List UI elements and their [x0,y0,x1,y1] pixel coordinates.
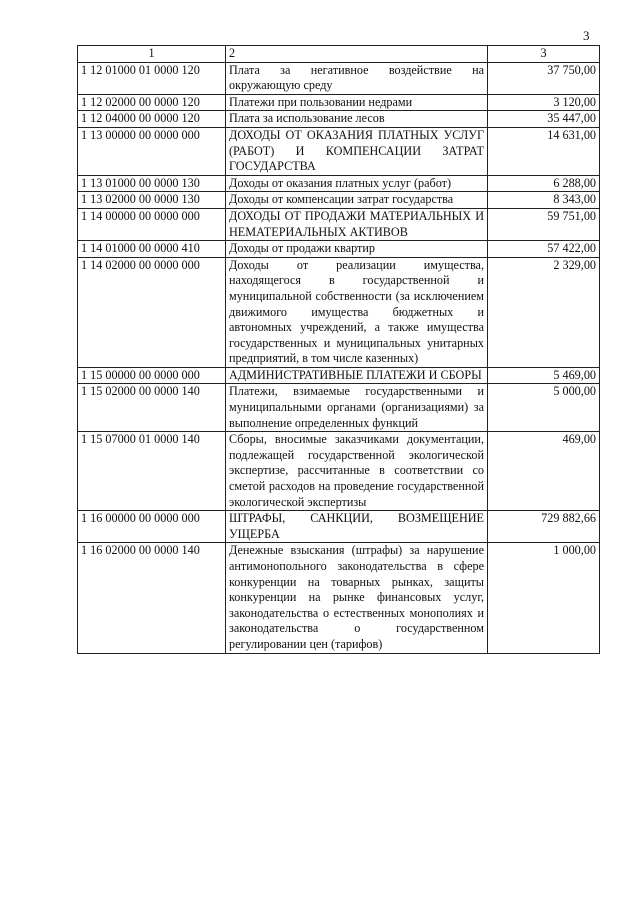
table-row [78,367,600,384]
table-row [78,111,600,128]
row-code: 1 16 00000 00 0000 000 [78,511,226,543]
row-amount: 37 750,00 [488,62,600,94]
row-description: Доходы от оказания платных услуг (работ) [226,175,488,192]
row-code: 1 12 02000 00 0000 120 [78,94,226,111]
row-code: 1 16 02000 00 0000 140 [78,543,226,653]
row-amount: 2 329,00 [488,257,600,367]
row-description: Плата за использование лесов [226,111,488,128]
row-description: ДОХОДЫ ОТ ОКАЗАНИЯ ПЛАТНЫХ УСЛУГ (РАБОТ) И КОМПЕНСАЦИИ ЗАТРАТ ГОСУДАРСТВА [226,127,488,175]
column-header-code: 1 [78,46,226,63]
row-description: Платежи при пользовании недрами [226,94,488,111]
column-header-name: 2 [226,46,488,63]
table-row [78,257,600,367]
table-row [78,127,600,175]
row-code: 1 14 01000 00 0000 410 [78,241,226,258]
table-row [78,192,600,209]
row-amount: 5 469,00 [488,367,600,384]
row-amount: 729 882,66 [488,511,600,543]
row-description: ДОХОДЫ ОТ ПРОДАЖИ МАТЕРИАЛЬНЫХ И НЕМАТЕРИАЛЬНЫХ АКТИВОВ [226,208,488,240]
row-amount: 469,00 [488,432,600,511]
row-amount: 1 000,00 [488,543,600,653]
row-code: 1 13 01000 00 0000 130 [78,175,226,192]
column-header-amount: 3 [488,46,600,63]
row-code: 1 15 00000 00 0000 000 [78,367,226,384]
row-code: 1 15 07000 01 0000 140 [78,432,226,511]
row-description: Денежные взыскания (штрафы) за нарушение антимонопольного законодательства в сфере конкуренции на товарных рынках, защиты конкуренции на рынке финансовых услуг, законодательства о естественных монополиях и законодательства о государственном регулировании цен (тарифов) [226,543,488,653]
row-code: 1 12 04000 00 0000 120 [78,111,226,128]
row-description: Сборы, вносимые заказчиками документации, подлежащей государственной экологической экспертизе, рассчитанные в соответствии со сметой расходов на проведение государственной экологической экспертизы [226,432,488,511]
revenue-table [77,45,600,654]
row-description: Платежи, взимаемые государственными и муниципальными органами (организациями) за выполнение определенных функций [226,384,488,432]
row-amount: 6 288,00 [488,175,600,192]
row-amount: 57 422,00 [488,241,600,258]
table-row [78,62,600,94]
table-row [78,241,600,258]
row-description: Доходы от реализации имущества, находящегося в государственной и муниципальной собственности (за исключением движимого имущества бюджетных и автономных учреждений, а также имущества государственных и муниципальных унитарных предприятий, в том числе казенных) [226,257,488,367]
table-row [78,94,600,111]
row-code: 1 13 00000 00 0000 000 [78,127,226,175]
row-description: АДМИНИСТРАТИВНЫЕ ПЛАТЕЖИ И СБОРЫ [226,367,488,384]
page-number: 3 [583,28,590,43]
table-row [78,543,600,653]
table-row [78,208,600,240]
row-code: 1 14 00000 00 0000 000 [78,208,226,240]
table-header-row [78,46,600,63]
row-description: Плата за негативное воздействие на окружающую среду [226,62,488,94]
row-amount: 3 120,00 [488,94,600,111]
row-amount: 35 447,00 [488,111,600,128]
table-row [78,432,600,511]
row-description: Доходы от компенсации затрат государства [226,192,488,209]
table-row [78,384,600,432]
table-row [78,511,600,543]
row-code: 1 13 02000 00 0000 130 [78,192,226,209]
row-amount: 14 631,00 [488,127,600,175]
row-amount: 8 343,00 [488,192,600,209]
row-amount: 59 751,00 [488,208,600,240]
table-row [78,175,600,192]
row-code: 1 14 02000 00 0000 000 [78,257,226,367]
row-code: 1 12 01000 01 0000 120 [78,62,226,94]
row-amount: 5 000,00 [488,384,600,432]
row-description: Доходы от продажи квартир [226,241,488,258]
row-code: 1 15 02000 00 0000 140 [78,384,226,432]
row-description: ШТРАФЫ, САНКЦИИ, ВОЗМЕЩЕНИЕ УЩЕРБА [226,511,488,543]
